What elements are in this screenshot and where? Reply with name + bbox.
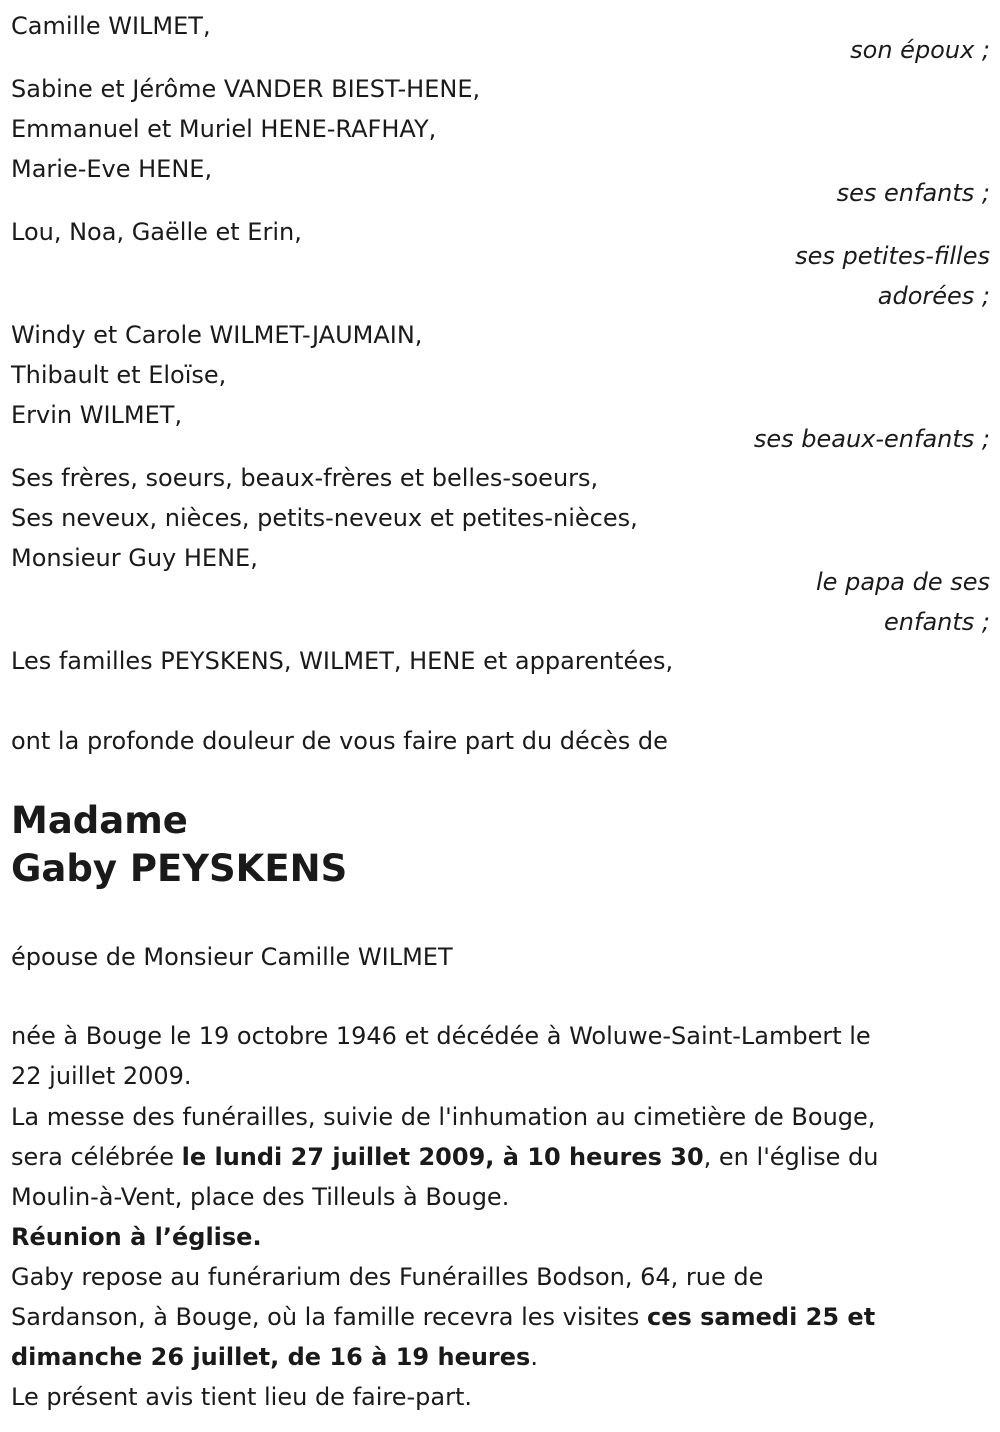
stepchild-line: Windy et Carole WILMET-JAUMAIN, <box>11 321 423 349</box>
children-role: ses enfants ; <box>836 179 990 207</box>
others-role-line2: enfants ; <box>884 608 990 636</box>
stepchildren-role: ses beaux-enfants ; <box>753 425 990 453</box>
granddaughters: Lou, Noa, Gaëlle et Erin, <box>11 218 302 246</box>
meeting-note: Réunion à l’église. <box>11 1223 262 1251</box>
deceased-title: Madame <box>11 799 188 842</box>
closing-note: Le présent avis tient lieu de faire-part. <box>11 1383 473 1411</box>
granddaughters-role-line1: ses petites-filles <box>795 242 990 270</box>
others-role-line1: le papa de ses <box>816 568 990 596</box>
child-line: Sabine et Jérôme VANDER BIEST-HENE, <box>11 75 481 103</box>
rest-line: Gaby repose au funérarium des Funérailles Bodson, 64, rue de <box>11 1263 764 1291</box>
rest-text: Sardanson, à Bouge, où la famille recevra les visites <box>11 1303 647 1331</box>
spouse-of: épouse de Monsieur Camille WILMET <box>11 943 453 971</box>
stepchild-line: Thibault et Eloïse, <box>11 361 227 389</box>
birth-death-line: 22 juillet 2009. <box>11 1062 192 1090</box>
spouse-role: son époux ; <box>850 36 990 64</box>
mass-date-time: le lundi 27 juillet 2009, à 10 heures 30 <box>181 1143 704 1171</box>
deceased-name: Gaby PEYSKENS <box>11 847 348 890</box>
mass-line: Moulin-à-Vent, place des Tilleuls à Bouge. <box>11 1183 510 1211</box>
rest-text: . <box>530 1343 538 1371</box>
granddaughters-role-line2: adorées ; <box>877 282 990 310</box>
child-line: Emmanuel et Muriel HENE-RAFHAY, <box>11 115 437 143</box>
spouse-name: Camille WILMET, <box>11 12 211 40</box>
child-line: Marie-Eve HENE, <box>11 155 213 183</box>
visit-dates: dimanche 26 juillet, de 16 à 19 heures <box>11 1343 531 1371</box>
rest-line <box>11 1337 538 1377</box>
mass-text: , en l'église du <box>703 1143 879 1171</box>
mass-line <box>11 1137 878 1177</box>
families-line: Les familles PEYSKENS, WILMET, HENE et apparentées, <box>11 647 674 675</box>
stepchild-line: Ervin WILMET, <box>11 401 183 429</box>
birth-death-line: née à Bouge le 19 octobre 1946 et décédée à Woluwe-Saint-Lambert le <box>11 1022 871 1050</box>
rest-line <box>11 1297 875 1337</box>
mass-line: La messe des funérailles, suivie de l'inhumation au cimetière de Bouge, <box>11 1103 876 1131</box>
announcement: ont la profonde douleur de vous faire part du décès de <box>11 727 668 755</box>
relatives-line: Monsieur Guy HENE, <box>11 544 258 572</box>
visit-dates: ces samedi 25 et <box>647 1303 876 1331</box>
relatives-line: Ses neveux, nièces, petits-neveux et petites-nièces, <box>11 504 638 532</box>
mass-text: sera célébrée <box>11 1143 182 1171</box>
relatives-line: Ses frères, soeurs, beaux-frères et belles-soeurs, <box>11 464 599 492</box>
